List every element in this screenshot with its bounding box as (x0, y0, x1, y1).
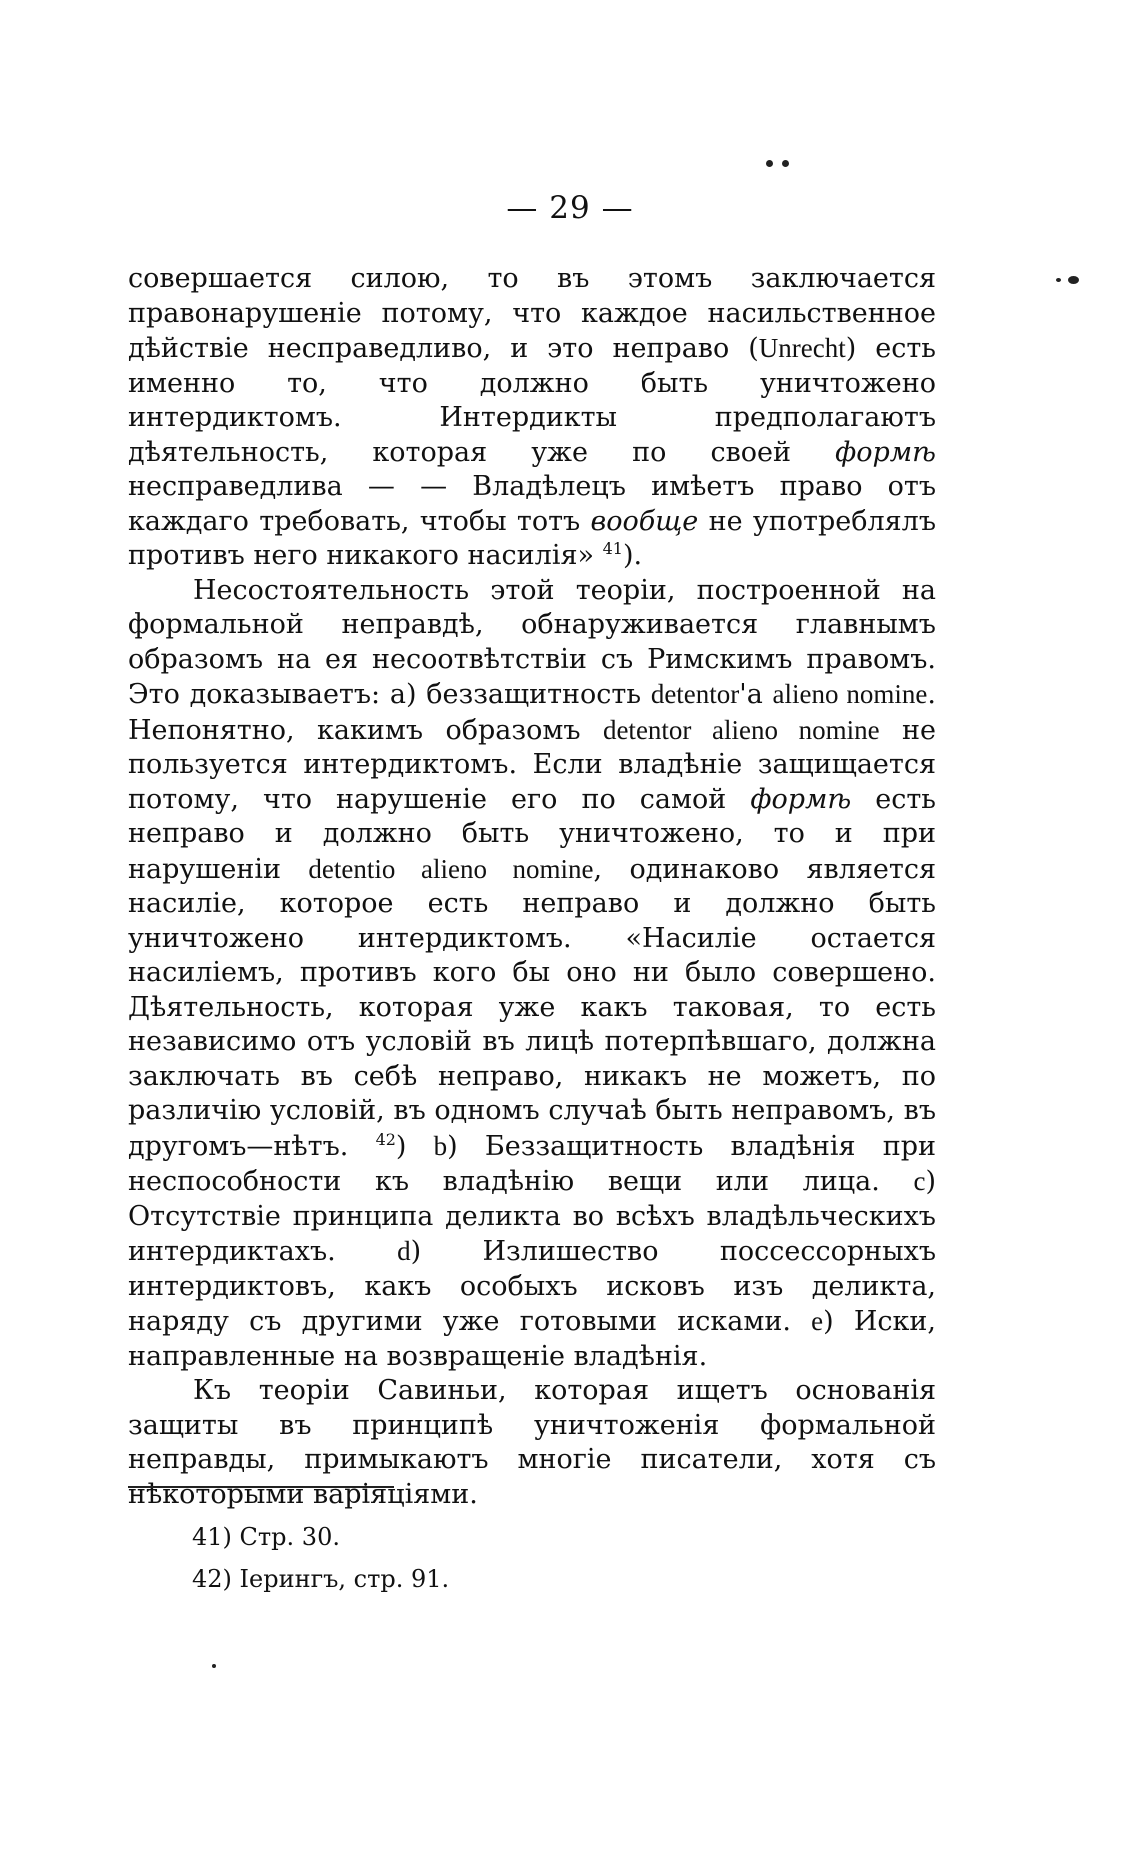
print-speck (782, 160, 789, 167)
latin-term: detentio alieno nomine (308, 853, 594, 884)
text-run: Къ теоріи Савиньи, которая ищетъ основанія защиты въ принципѣ уничтоженія формальной неправды, примыкаютъ многіе писатели, хотя съ нѣкоторыми варіяціями. (128, 1375, 936, 1510)
text-run: ) Беззащитность владѣнія при неспособности къ владѣнію вещи или лица. (128, 1130, 936, 1197)
page-number: — 29 — (506, 190, 634, 226)
latin-term: detentor (650, 679, 740, 709)
text-run: не употреблялъ противъ него никакого насилія» (128, 505, 936, 571)
paragraph (128, 574, 936, 1375)
paragraph (128, 1374, 936, 1512)
footnote-42: 42) Іерингъ, стр. 91. (192, 1565, 450, 1593)
text-run: совершается силою, то въ этомъ заключается правонарушеніе потому, что каждое насильственное дѣйствіе несправедливо, и это неправо ( (128, 263, 936, 364)
footnote-ref: 41 (602, 539, 623, 558)
text-run: . Непонятно, какимъ образомъ (128, 679, 936, 746)
text-run: есть неправо и должно быть уничтожено, то и при нарушеніи (128, 783, 936, 885)
latin-term: e (811, 1306, 824, 1336)
text-run: ) Излишество поссессорныхъ интердиктовъ, какъ особыхъ исковъ изъ деликта, наряду съ другими уже готовыми исками. (128, 1236, 936, 1337)
text-run: не пользуется интердиктомъ. Если владѣніе защищается потому, что нарушеніе его по самой (128, 714, 936, 815)
footnotes (192, 1516, 449, 1600)
text-run: ). (622, 540, 643, 571)
emphasis: формѣ (750, 783, 852, 815)
text-run: ) (395, 1130, 434, 1162)
text-run: Несостоятельность этой теоріи, построенной на формальной неправдѣ, обнаруживается главнымъ образомъ на ея несоотвѣтствіи съ Римскимъ правомъ. Это доказываетъ: a) беззащитность (128, 574, 936, 710)
emphasis: вообще (590, 505, 699, 537)
latin-term: alieno nomine (772, 679, 928, 709)
text-run: ) Отсутствіе принципа деликта во всѣхъ владѣльческихъ интердиктахъ. (128, 1166, 936, 1267)
text-run: , одинаково является насиліе, которое есть неправо и должно быть уничтожено интердиктомъ. «Насиліе остается насиліемъ, противъ кого бы оно ни было совершено. Дѣятельность, которая уже какъ таковая, то есть независимо отъ условій въ лицѣ потерпѣвшаго, должна заключать въ себѣ неправо, никакъ не можетъ, по различію условій, въ одномъ случаѣ быть неправомъ, въ другомъ—нѣтъ. (128, 853, 937, 1162)
paragraph (128, 262, 936, 574)
emphasis: формѣ (835, 436, 936, 468)
latin-term: c (913, 1166, 926, 1196)
print-speck (766, 160, 773, 167)
latin-term: d (397, 1236, 411, 1266)
latin-term: Unrecht (758, 333, 846, 363)
print-speck (1068, 276, 1079, 284)
text-run: ) есть именно то, что должно быть уничтожено интердиктомъ. Интердикты предполагаютъ дѣятельность, которая уже по своей (128, 333, 936, 468)
footnote-41: 41) Стр. 30. (192, 1523, 340, 1551)
text-run: ) Иски, направленные на возвращеніе владѣнія. (128, 1306, 936, 1372)
latin-term: b (433, 1130, 448, 1161)
footnote-ref: 42 (375, 1129, 396, 1149)
footnote-divider (128, 1486, 394, 1488)
latin-term: detentor alieno nomine (602, 714, 880, 745)
print-speck (1056, 278, 1061, 282)
print-speck (212, 1664, 216, 1668)
text-run: несправедлива — — Владѣлецъ имѣетъ право отъ каждаго требовать, чтобы тотъ (128, 471, 936, 537)
text-run: 'а (739, 679, 773, 710)
body-text (128, 262, 936, 1512)
